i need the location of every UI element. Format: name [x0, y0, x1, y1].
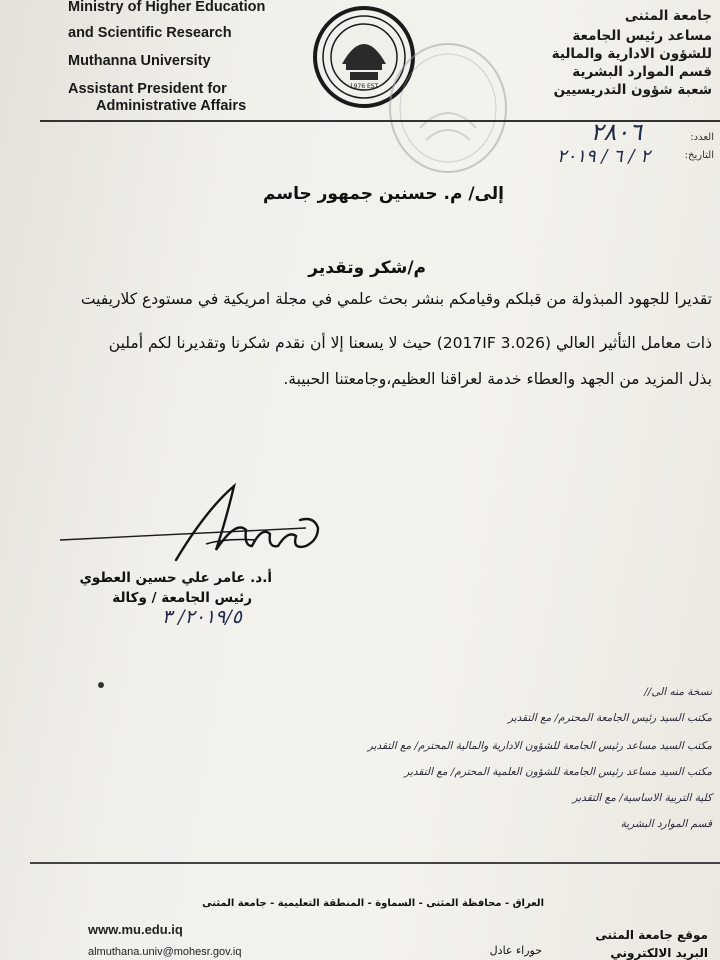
letterhead-line-university: Muthanna University — [68, 53, 211, 69]
letterhead-line-affairs: Administrative Affairs — [96, 98, 247, 114]
reference-date-label: التاريخ: — [684, 150, 714, 161]
reference-number-label: العدد: — [690, 132, 714, 143]
recipient-line: إلى/ م. حسنين جمهور جاسم — [263, 184, 504, 204]
copies-item-1: مكتب السيد رئيس الجامعة المحترم/ مع التقدير — [507, 712, 712, 724]
letterhead-ar-affairs: للشؤون الادارية والمالية — [551, 46, 712, 62]
footer-divider — [30, 862, 720, 864]
handwritten-signature — [56, 480, 336, 580]
footer-district: حوراء عادل — [489, 944, 542, 957]
footer-address: العراق - محافظة المثنى - السماوة - المنطقة التعليمية - جامعة المثنى — [202, 898, 544, 909]
letterhead-ar-section: شعبة شؤون التدريسيين — [553, 82, 712, 98]
letterhead-ar-assistant: مساعد رئيس الجامعة — [572, 28, 712, 44]
signatory-date: ٢٠١٩/٥/ ٣ — [161, 606, 242, 628]
subject-line: م/شكر وتقدير — [308, 258, 426, 278]
seal-year-text: 1976 EST — [349, 83, 379, 90]
signatory-name: أ.د. عامر علي حسين العطوي — [79, 570, 272, 586]
body-line-3: بذل المزيد من الجهد والعطاء خدمة لعراقنا العظيم،وجامعتنا الحبيبة. — [283, 370, 712, 388]
copies-item-4: كلية التربية الاساسية/ مع التقدير — [572, 792, 712, 804]
copies-item-5: قسم الموارد البشرية — [620, 818, 712, 830]
letterhead-line-assistant: Assistant President for — [68, 81, 227, 97]
body-line-2: ذات معامل التأثير العالي (2017IF 3.026) حيث لا يسعنا إلا أن نقدم شكرنا وتقديرنا لكم أملين — [108, 334, 712, 352]
department-stamp — [380, 28, 510, 178]
letterhead-ar-university: جامعة المثنى — [624, 8, 712, 24]
copies-item-2: مكتب السيد مساعد رئيس الجامعة للشؤون الادارية والمالية المحترم/ مع التقدير — [367, 740, 712, 752]
footer-site-label: موقع جامعة المثنى — [595, 928, 708, 942]
reference-number-value: ٢٨٠٦ — [590, 118, 642, 146]
margin-dot — [98, 682, 104, 688]
letterhead-ar-hr-dept: قسم الموارد البشرية — [572, 64, 712, 80]
footer-website: www.mu.edu.iq — [88, 922, 183, 937]
letterhead-line-research: and Scientific Research — [68, 25, 232, 41]
copies-heading: نسخة منه الى// — [644, 686, 712, 698]
footer-email-label: البريد الالكتروني — [610, 946, 708, 960]
body-line-1: تقديرا للجهود المبذولة من قبلكم وقيامكم بنشر بحث علمي في مجلة امريكية في مستودع كلاريفيت — [80, 290, 712, 308]
reference-date-value: ٢ / ٦ / ٢٠١٩ — [556, 146, 650, 167]
copies-item-3: مكتب السيد مساعد رئيس الجامعة للشؤون العلمية المحترم/ مع التقدير — [404, 766, 712, 778]
signatory-title: رئيس الجامعة / وكالة — [112, 590, 252, 606]
letterhead-line-ministry: Ministry of Higher Education — [68, 0, 266, 15]
footer-email: almuthana.univ@mohesr.gov.iq — [88, 946, 242, 958]
